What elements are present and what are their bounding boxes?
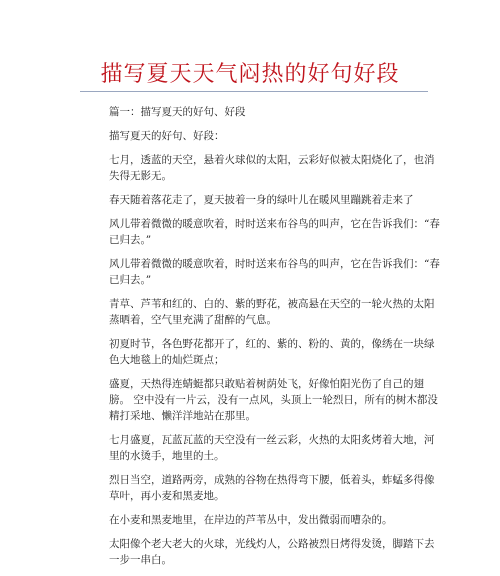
paragraph: 盛夏，天热得连蜻蜓都只敢贴着树荫处飞，好像怕阳光伤了自己的翅膀。 空中没有一片云，没有一点风，头顶上一轮烈日，所有的树木都没精打采地、懒洋洋地站在那里。 bbox=[109, 378, 438, 422]
document-body bbox=[109, 104, 443, 576]
paragraph: 篇一：描写夏天的好句、好段 bbox=[109, 106, 246, 118]
paragraph: 七月，透蓝的天空，悬着火球似的太阳，云彩好似被太阳烧化了，也消失得无影无。 bbox=[109, 154, 435, 182]
paragraph: 描写夏天的好句、好段： bbox=[109, 130, 225, 142]
paragraph: 春天随着落花走了，夏天披着一身的绿叶儿在暖风里蹦跳着走来了 bbox=[109, 194, 414, 206]
paragraph: 风儿带着微微的暖意吹着，时时送来布谷鸟的叫声，它在告诉我们：“春已归去。” bbox=[109, 218, 440, 246]
paragraph: 初夏时节，各色野花都开了，红的、紫的、粉的、黄的，像绣在一块绿色大地毯上的灿烂斑点； bbox=[109, 338, 435, 366]
title-divider bbox=[80, 91, 428, 92]
paragraph: 风儿带着微微的暖意吹着，时时送来布谷鸟的叫声，它在告诉我们：“春已归去。” bbox=[109, 258, 440, 286]
paragraph: 烈日当空，道路两旁，成熟的谷物在热得弯下腰，低着头，蚱蜢多得像草叶，再小麦和黑麦地。 bbox=[109, 474, 435, 502]
paragraph: 太阳像个老大老大的火球，光线灼人，公路被烈日烤得发烫，脚踏下去一步一串白。 bbox=[109, 538, 435, 566]
paragraph: 青草、芦苇和红的、白的、紫的野花，被高悬在天空的一轮火热的太阳蒸晒着，空气里充满了甜醉的气息。 bbox=[109, 298, 435, 326]
paragraph: 七月盛夏，瓦蓝瓦蓝的天空没有一丝云彩，火热的太阳炙烤着大地，河里的水烫手，地里的土。 bbox=[109, 434, 435, 462]
paragraph: 在小麦和黑麦地里，在岸边的芦苇丛中，发出微弱而嘈杂的。 bbox=[109, 514, 393, 526]
page-title: 描写夏天天气闷热的好句好段 bbox=[100, 62, 400, 87]
